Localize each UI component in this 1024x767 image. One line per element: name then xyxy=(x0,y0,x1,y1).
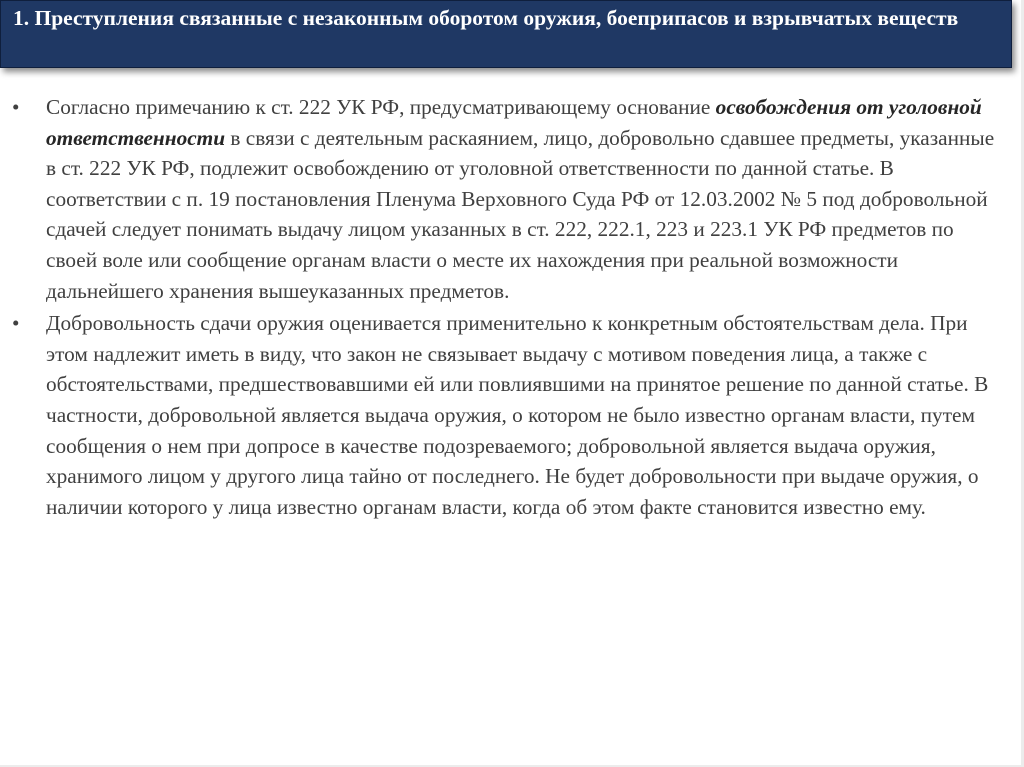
bullet-icon: • xyxy=(12,95,20,119)
bullet-text: Добровольность сдачи оружия оценивается применительно к конкретным обстоятельствам дела. При этом надлежит иметь в виду, что закон не связывает выдачу с мотивом поведения лица, а также с обстоятельствами, предшествовавшими ей или повлиявшими на принятое решение по данной статье. В частности, добровольной является выдача оружия, о котором не было известно органам власти, путем сообщения о нем при допросе в качестве подозреваемого; добровольной является выдача оружия, хранимого лицом у другого лица тайно от последнего. Не будет добровольности при выдаче оружия, о наличии которого у лица известно органам власти, когда об этом факте становится известно ему. xyxy=(46,311,989,519)
bullet-text-rest: в связи с деятельным раскаянием, лицо, добровольно сдавшее предметы, указанные в ст. 222 УК РФ, подлежит освобождению от уголовной ответственности по данной статье. В соответствии с п. 19 постановления Пленума Верховного Суда РФ от 12.03.2002 № 5 под добровольной сдачей следует понимать выдачу лицом указанных в ст. 222, 222.1, 223 и 223.1 УК РФ предметов по своей воле или сообщение органам власти о месте их нахождения при реальной возможности дальнейшего хранения вышеуказанных предметов. xyxy=(46,125,995,303)
bullet-text-emphasis: освобождения от уголовной ответственности xyxy=(46,95,982,150)
bullet-item-voluntariness xyxy=(12,308,1002,522)
bullet-icon: • xyxy=(12,311,20,336)
bullet-item-release-from-liability xyxy=(12,92,1002,306)
slide-body xyxy=(12,92,1002,524)
bullet-text-lead: Согласно примечанию к ст. 222 УК РФ, предусматривающему основание xyxy=(46,95,716,119)
slide-title: 1. Преступления связанные с незаконным оборотом оружия, боеприпасов и взрывчатых веществ xyxy=(13,6,959,30)
slide-title-bar xyxy=(0,0,1012,68)
